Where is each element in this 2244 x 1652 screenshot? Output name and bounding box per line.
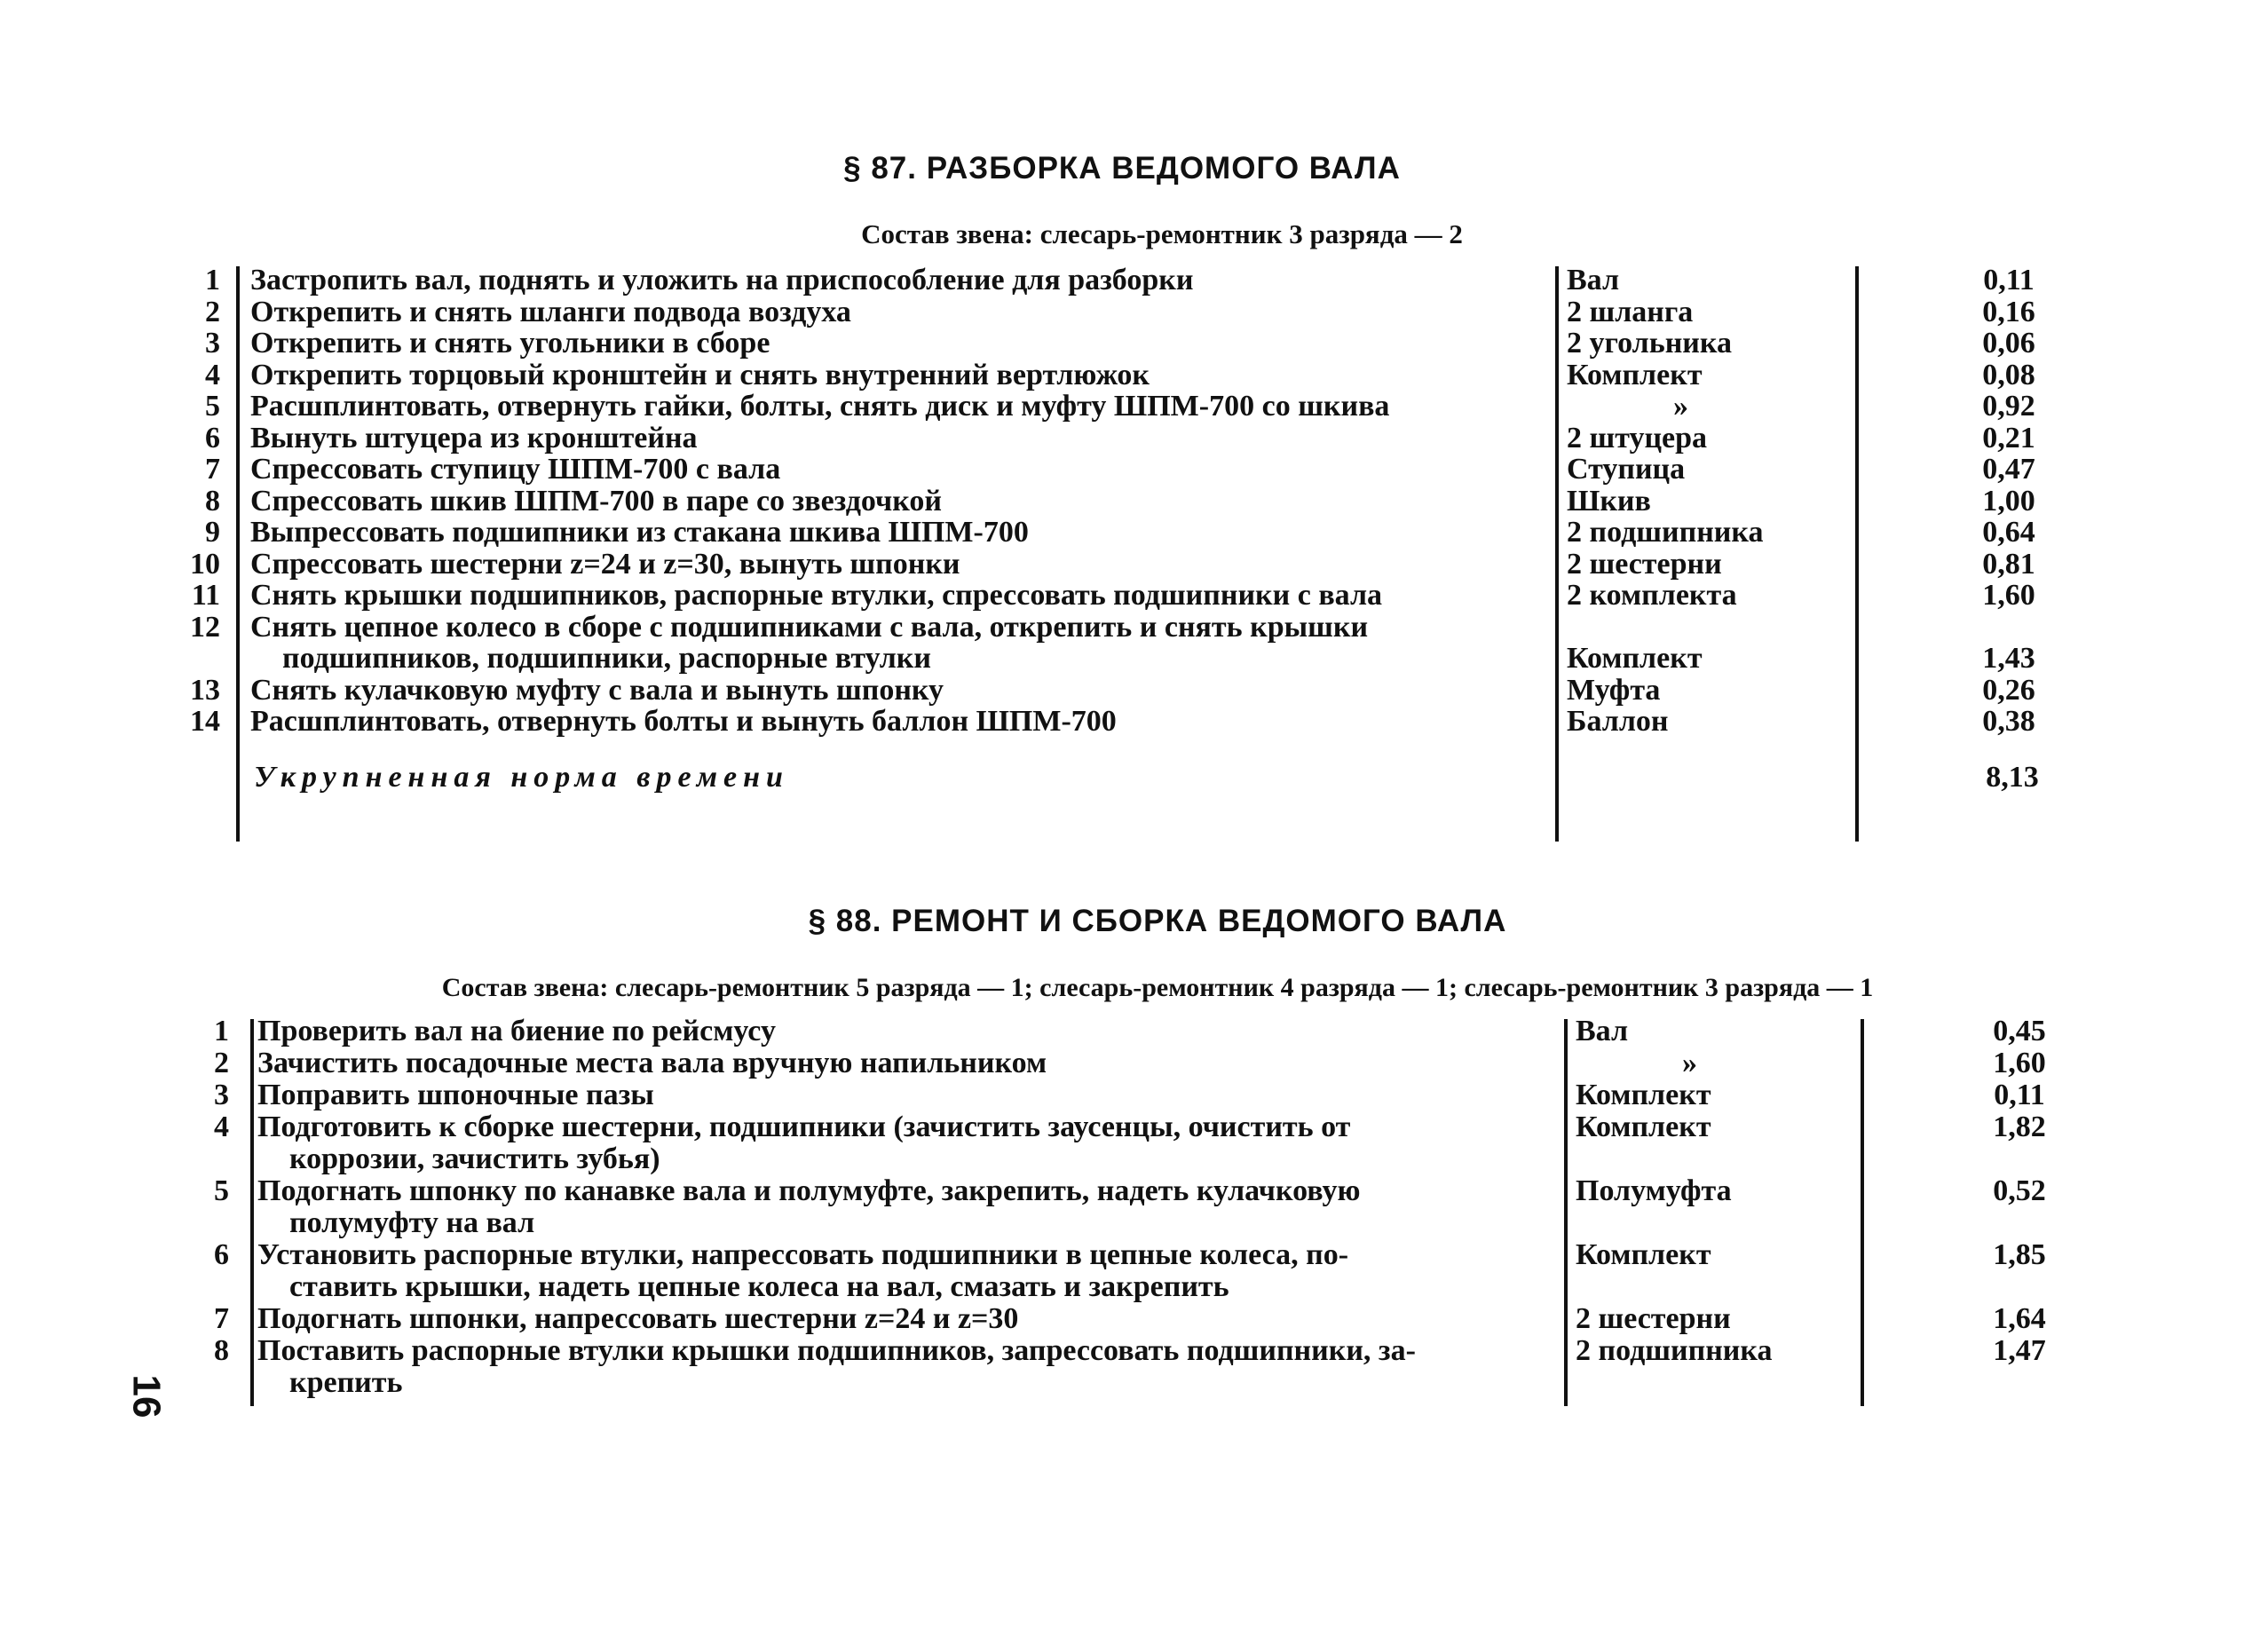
row-norm: 0,26 bbox=[1982, 673, 2035, 707]
row-unit: Вал bbox=[1576, 1015, 1629, 1047]
row-unit: Комплект bbox=[1567, 642, 1703, 675]
section-88-line-2 bbox=[1564, 1019, 1568, 1406]
row-unit: 2 штуцера bbox=[1567, 421, 1708, 454]
row-norm: 0,06 bbox=[1982, 327, 2035, 360]
row-norm: 0,52 bbox=[1993, 1174, 2046, 1207]
row-number: 13 bbox=[190, 673, 220, 707]
row-norm: 1,60 bbox=[1982, 579, 2035, 612]
row-number: 14 bbox=[190, 705, 220, 738]
row-norm: 0,38 bbox=[1982, 705, 2035, 738]
row-norm: 0,08 bbox=[1982, 358, 2035, 391]
row-description: Спрессовать шестерни z=24 и z=30, вынуть шпонки bbox=[250, 547, 960, 581]
row-description: Вынуть штуцера из кронштейна bbox=[250, 421, 698, 454]
row-norm: 0,11 bbox=[1994, 1079, 2045, 1111]
row-number: 6 bbox=[205, 421, 220, 454]
row-number: 8 bbox=[214, 1334, 229, 1367]
row-norm: 1,82 bbox=[1993, 1111, 2046, 1143]
row-unit: 2 шестерни bbox=[1567, 547, 1722, 581]
row-description: Открепить торцовый кронштейн и снять внутренний вертлюжок bbox=[250, 358, 1150, 391]
row-number: 6 bbox=[214, 1238, 229, 1271]
row-description: Подогнать шпонку по канавке вала и полумуфте, закрепить, надеть кулачковую bbox=[257, 1174, 1361, 1207]
page-number: 16 bbox=[124, 1374, 169, 1419]
row-number: 12 bbox=[190, 610, 220, 644]
row-norm: 1,85 bbox=[1993, 1238, 2046, 1271]
row-unit: » bbox=[1673, 390, 1688, 423]
row-number: 7 bbox=[205, 453, 220, 486]
row-description: Установить распорные втулки, напрессовать подшипники в цепные колеса, по- bbox=[257, 1238, 1349, 1271]
row-description: Застропить вал, поднять и уложить на приспособление для разборки bbox=[250, 264, 1194, 296]
row-description-continued: подшипников, подшипники, распорные втулки bbox=[282, 642, 931, 675]
row-description: Расшплинтовать, отвернуть болты и вынуть баллон ШПМ-700 bbox=[250, 705, 1117, 738]
row-number: 9 bbox=[205, 516, 220, 549]
row-unit: Вал bbox=[1567, 264, 1620, 296]
section-88-title: § 88. РЕМОНТ И СБОРКА ВЕДОМОГО ВАЛА bbox=[808, 904, 1507, 938]
row-unit: Комплект bbox=[1576, 1111, 1711, 1143]
row-number: 8 bbox=[205, 484, 220, 518]
row-norm: 0,47 bbox=[1982, 453, 2035, 486]
row-description-continued: коррозии, зачистить зубья) bbox=[289, 1142, 660, 1175]
row-norm: 0,21 bbox=[1982, 421, 2035, 454]
row-description: Зачистить посадочные места вала вручную напильником bbox=[257, 1047, 1047, 1079]
row-number: 2 bbox=[214, 1047, 229, 1079]
row-unit: 2 шестерни bbox=[1576, 1302, 1731, 1335]
row-unit: Полумуфта bbox=[1576, 1174, 1732, 1207]
row-unit: » bbox=[1682, 1047, 1697, 1079]
section-87-title: § 87. РАЗБОРКА ВЕДОМОГО ВАЛА bbox=[843, 151, 1401, 186]
row-description: Открепить и снять шланги подвода воздуха bbox=[250, 295, 851, 328]
row-norm: 1,43 bbox=[1982, 642, 2035, 675]
row-description: Поправить шпоночные пазы bbox=[257, 1079, 654, 1111]
section-87-line-3 bbox=[1855, 266, 1859, 842]
row-description-continued: крепить bbox=[289, 1366, 403, 1399]
row-description: Подогнать шпонки, напрессовать шестерни z=24 и z=30 bbox=[257, 1302, 1019, 1335]
row-unit: Ступица bbox=[1567, 453, 1686, 486]
row-description: Выпрессовать подшипники из стакана шкива ШПМ-700 bbox=[250, 516, 1029, 549]
section-87-crew: Состав звена: слесарь-ремонтник 3 разряда — 2 bbox=[861, 218, 1463, 249]
row-number: 4 bbox=[205, 358, 220, 391]
row-description-continued: ставить крышки, надеть цепные колеса на вал, смазать и закрепить bbox=[289, 1270, 1229, 1303]
row-number: 4 bbox=[214, 1111, 229, 1143]
row-norm: 0,92 bbox=[1982, 390, 2035, 423]
row-number: 1 bbox=[205, 264, 220, 296]
row-description: Снять кулачковую муфту с вала и вынуть шпонку bbox=[250, 673, 944, 707]
row-unit: 2 комплекта bbox=[1567, 579, 1737, 612]
section-87-line-1 bbox=[236, 266, 240, 842]
row-norm: 1,64 bbox=[1993, 1302, 2046, 1335]
row-unit: 2 подшипника bbox=[1567, 516, 1764, 549]
row-norm: 0,64 bbox=[1982, 516, 2035, 549]
row-unit: Комплект bbox=[1567, 358, 1703, 391]
row-description: Спрессовать ступицу ШПМ-700 с вала bbox=[250, 453, 781, 486]
section-87-line-2 bbox=[1555, 266, 1559, 842]
row-unit: 2 шланга bbox=[1567, 295, 1694, 328]
row-unit: 2 подшипника bbox=[1576, 1334, 1773, 1367]
row-norm: 0,16 bbox=[1982, 295, 2035, 328]
row-number: 10 bbox=[190, 547, 220, 581]
row-unit: Комплект bbox=[1576, 1079, 1711, 1111]
row-description: Спрессовать шкив ШПМ-700 в паре со звездочкой bbox=[250, 484, 942, 518]
row-description: Проверить вал на биение по рейсмусу bbox=[257, 1015, 776, 1047]
row-description: Снять цепное колесо в сборе с подшипниками с вала, открепить и снять крышки bbox=[250, 610, 1369, 644]
row-number: 2 bbox=[205, 295, 220, 328]
row-unit: Шкив bbox=[1567, 484, 1651, 518]
row-description: Подготовить к сборке шестерни, подшипники (зачистить заусенцы, очистить от bbox=[257, 1111, 1351, 1143]
row-number: 7 bbox=[214, 1302, 229, 1335]
row-unit: Баллон bbox=[1567, 705, 1669, 738]
row-norm: 1,00 bbox=[1982, 484, 2035, 518]
row-number: 1 bbox=[214, 1015, 229, 1047]
row-norm: 1,47 bbox=[1993, 1334, 2046, 1367]
row-norm: 1,60 bbox=[1993, 1047, 2046, 1079]
row-description: Открепить и снять угольники в сборе bbox=[250, 327, 770, 360]
row-norm: 0,11 bbox=[1983, 264, 2035, 296]
total-value: 8,13 bbox=[1986, 761, 2039, 794]
row-norm: 0,81 bbox=[1982, 547, 2035, 581]
row-description: Поставить распорные втулки крышки подшипников, запрессовать подшипники, за- bbox=[257, 1334, 1416, 1367]
section-88-line-3 bbox=[1861, 1019, 1864, 1406]
row-description: Расшплинтовать, отвернуть гайки, болты, снять диск и муфту ШПМ-700 со шкива bbox=[250, 390, 1390, 423]
row-unit: Комплект bbox=[1576, 1238, 1711, 1271]
total-label: Укрупненная норма времени bbox=[254, 761, 789, 794]
row-number: 5 bbox=[205, 390, 220, 423]
row-number: 5 bbox=[214, 1174, 229, 1207]
row-unit: Муфта bbox=[1567, 673, 1661, 707]
row-description-continued: полумуфту на вал bbox=[289, 1206, 535, 1239]
row-description: Снять крышки подшипников, распорные втулки, спрессовать подшипники с вала bbox=[250, 579, 1383, 612]
section-88-crew: Состав звена: слесарь-ремонтник 5 разряда — 1; слесарь-ремонтник 4 разряда — 1; слесарь-ремонтник 3 разряда — 1 bbox=[441, 973, 1874, 1002]
row-number: 3 bbox=[214, 1079, 229, 1111]
row-number: 11 bbox=[191, 579, 220, 612]
row-norm: 0,45 bbox=[1993, 1015, 2046, 1047]
row-number: 3 bbox=[205, 327, 220, 360]
row-unit: 2 угольника bbox=[1567, 327, 1732, 360]
section-88-line-1 bbox=[250, 1019, 254, 1406]
